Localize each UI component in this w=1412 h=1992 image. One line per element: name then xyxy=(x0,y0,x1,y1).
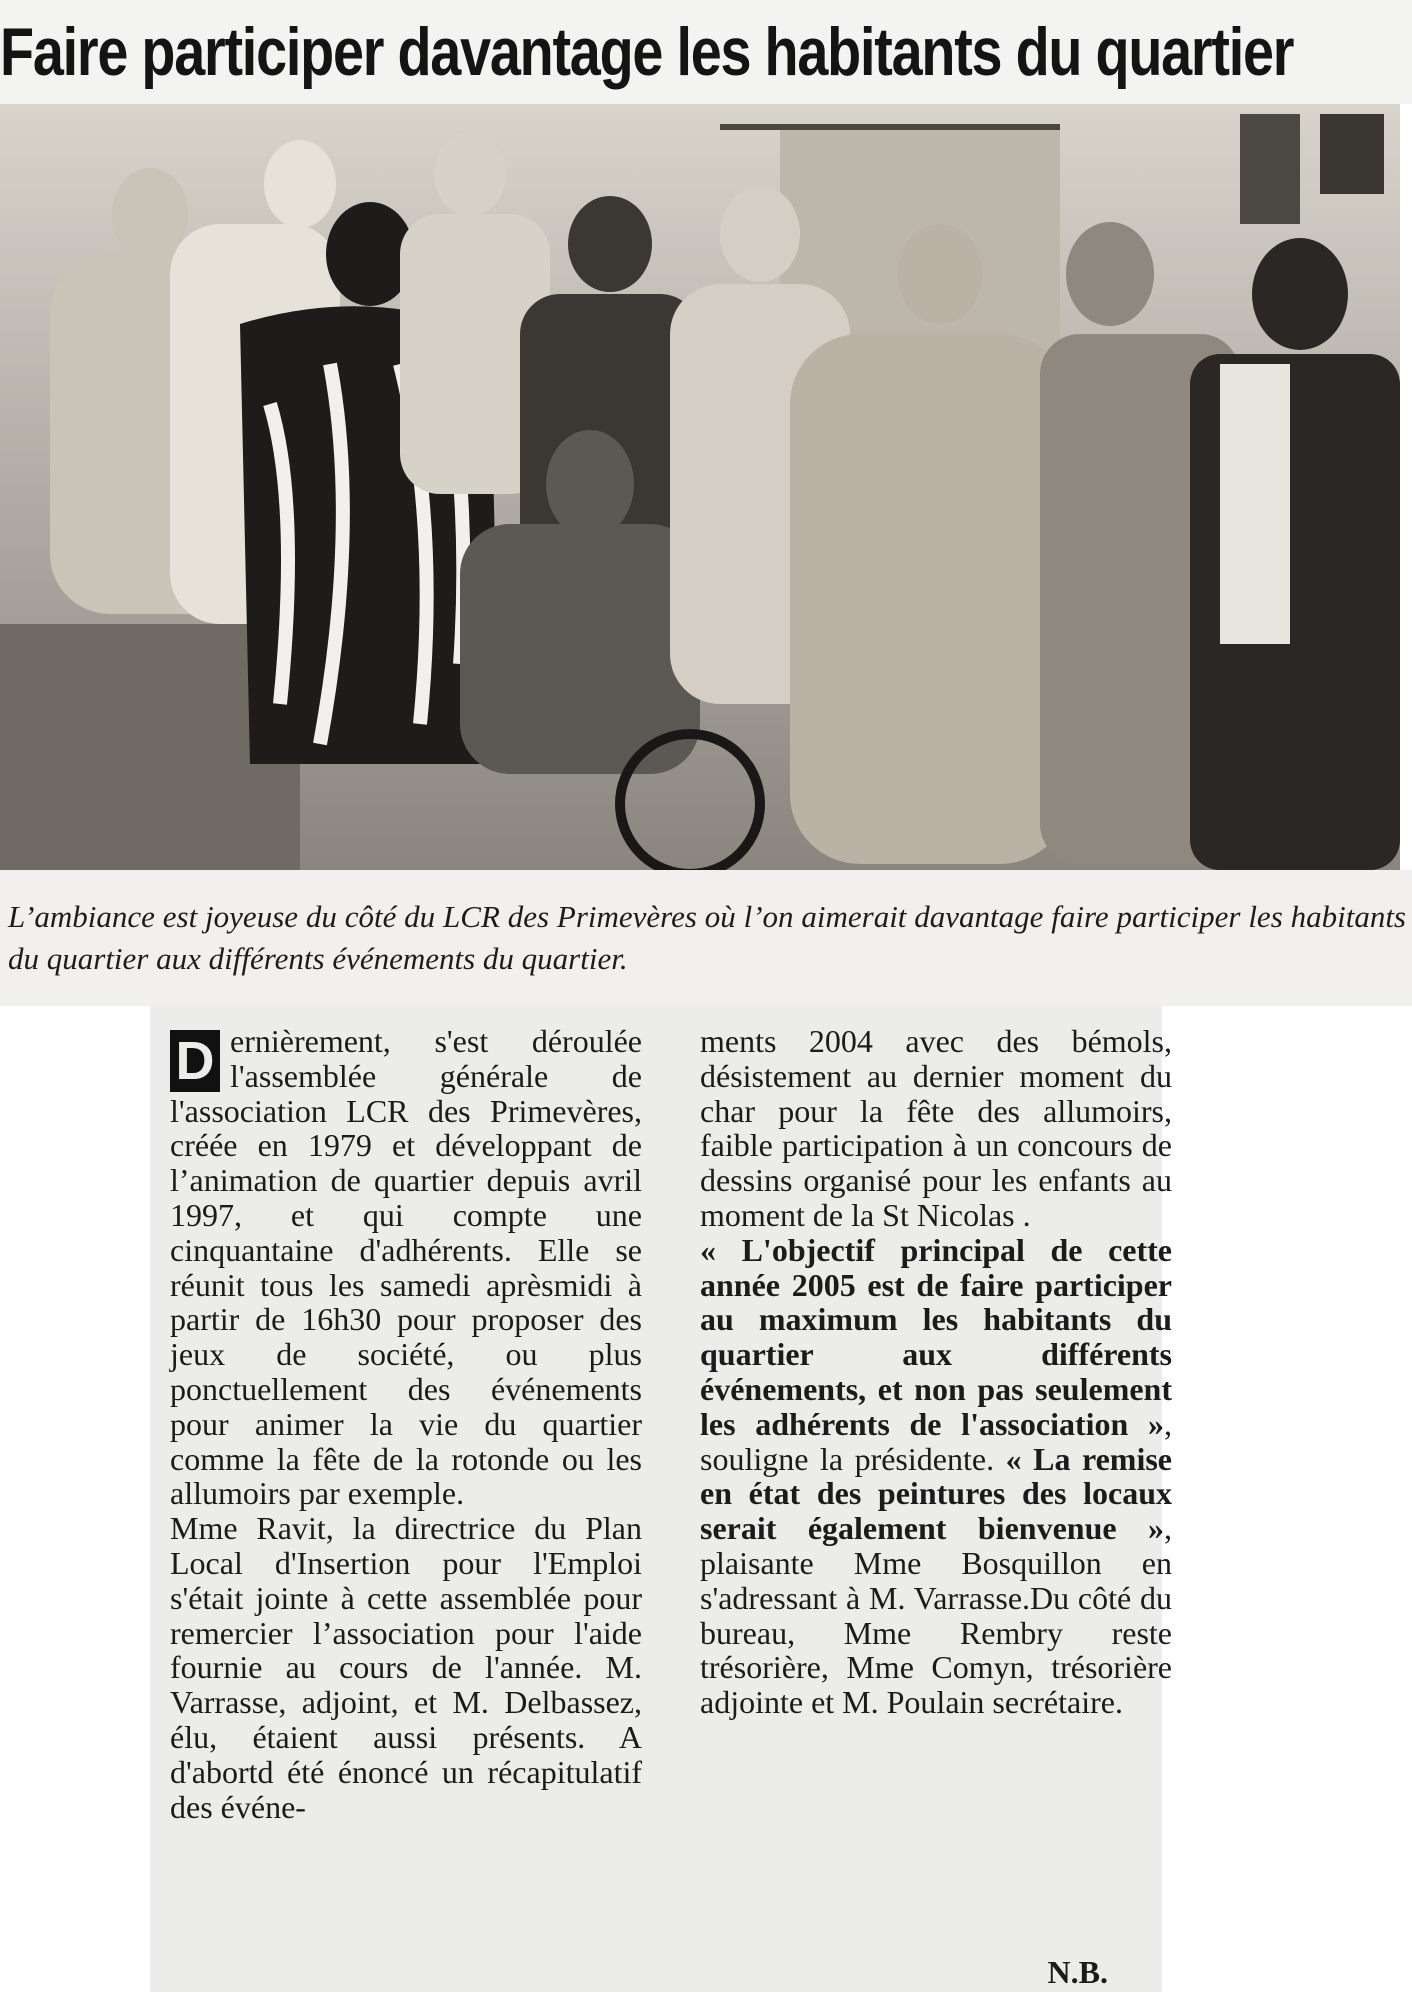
article-body xyxy=(150,1006,1173,1992)
photo-caption: L’ambiance est joyeuse du côté du LCR des Primevères où l’on aimerait davantage faire participer les habitants du quartier aux différents événements du quartier. xyxy=(8,899,1406,976)
article-column-2 xyxy=(700,1024,1172,1720)
paragraph-guests: Mme Ravit, la directrice du Plan Local d'Insertion pour l'Emploi s'était jointe à cette assemblée pour remercier l’association pour l'aide fournie au cours de l'année. M. Varrasse, adjoint, et M. Delbassez, élu, étaient aussi présents. A d'abortd été énoncé un récapitulatif des événe- xyxy=(170,1510,642,1825)
group-photo-icon xyxy=(0,104,1400,870)
quote-objective: « L'objectif principal de cette année 2005 est de faire participer au maximum les habitants du quartier aux différents événements, et non pas seulement les adhérents de l'association » xyxy=(700,1231,1172,1442)
quote-renovation: « La remise en état des peintures des locaux serait également bienvenue » xyxy=(700,1440,1173,1547)
paragraph-recap: ments 2004 avec des bémols, désistement au dernier moment du char pour la fête des allumoirs, faible participation à un concours de dessins organisé pour les enfants au moment de la St Nicolas . xyxy=(700,1023,1172,1233)
drop-cap: D xyxy=(170,1030,220,1092)
photo-caption-band xyxy=(0,870,1412,1006)
paragraph-intro: ernièrement, s'est déroulée l'assemblée générale de l'association LCR des Primevères, créée en 1979 et développant de l’animation de quartier depuis avril 1997, et qui compte une cinquantaine d'adhérents. Elle se réunit tous les samedi aprèsmidi à partir de 16h30 pour proposer des jeux de société, ou plus ponctuellement des événements pour animer la vie du quartier comme la fête de la rotonde ou les allumoirs par exemple. xyxy=(170,1023,642,1512)
article-headline: Faire participer davantage les habitants du quartier xyxy=(0,14,1294,90)
author-signature: N.B. xyxy=(1047,1954,1108,1990)
paragraph-bureau: , plaisante Mme Bosquillon en s'adressant à M. Varrasse.Du côté du bureau, Mme Rembry reste trésorière, Mme Comyn, trésorière adjointe et M. Poulain secrétaire. xyxy=(700,1510,1172,1721)
group-photo xyxy=(0,104,1400,870)
quote-attribution: , souligne la présidente. xyxy=(700,1405,1172,1477)
article-column-1 xyxy=(170,1024,642,1824)
